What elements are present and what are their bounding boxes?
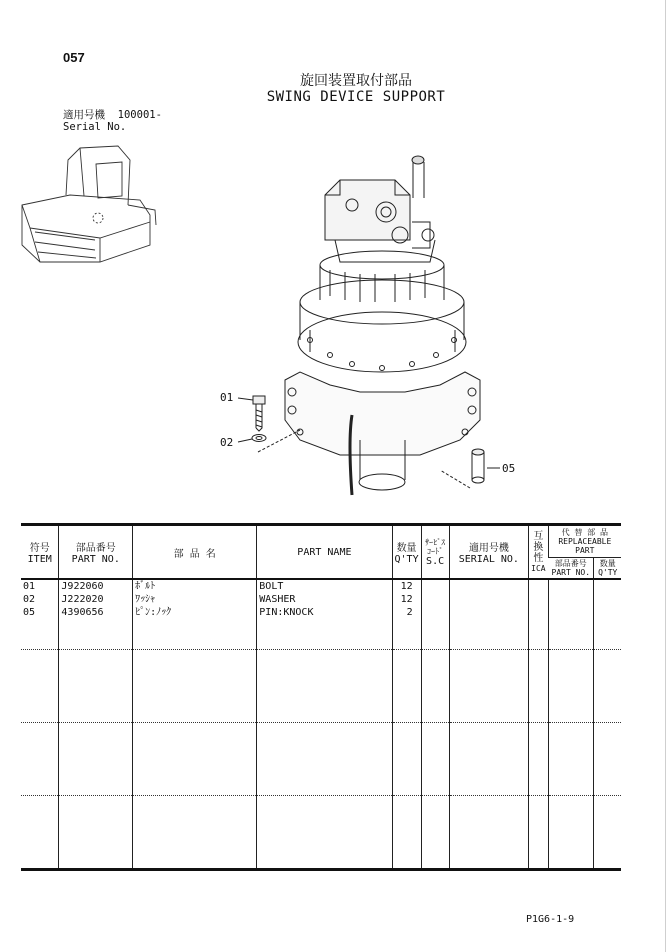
excavator-locator-icon — [22, 146, 156, 262]
row-name-en: WASHER — [257, 593, 392, 606]
header-qty-en: Q'TY — [394, 554, 419, 565]
serial-value: 100001- — [117, 109, 162, 121]
header-part-no — [59, 525, 133, 580]
table-blank-block — [21, 650, 621, 723]
row-item: 05 — [23, 607, 36, 618]
row-name-en: BOLT — [257, 579, 392, 593]
header-item — [21, 525, 59, 580]
header-part-name-jp: 部 品 名 — [133, 525, 257, 580]
header-replace-part — [548, 557, 594, 579]
header-part-name-en: PART NAME — [257, 525, 392, 580]
row-qty: 12 — [392, 579, 421, 593]
header-item-en: ITEM — [27, 554, 52, 565]
header-service — [421, 525, 449, 580]
header-replace — [548, 525, 621, 558]
table-blank-block — [21, 723, 621, 796]
header-replace-en: REPLACEABLE PART — [558, 536, 612, 555]
header-serial-en: SERIAL NO. — [458, 554, 519, 565]
header-qty-jp: 数量 — [396, 543, 417, 554]
footer-code: P1G6-1-9 — [526, 914, 575, 925]
row-item: 01 — [23, 581, 36, 592]
parts-drawing — [0, 140, 672, 510]
table-row — [21, 579, 621, 593]
header-replace-part-en: PART NO. — [551, 567, 591, 577]
header-replace-qty-jp: 数量 — [599, 558, 616, 568]
header-serial — [449, 525, 529, 580]
header-item-jp: 符号 — [29, 543, 50, 554]
header-replace-jp: 代 替 部 品 — [561, 527, 609, 537]
page-title-en: SWING DEVICE SUPPORT — [266, 89, 446, 105]
row-part-no: 4390656 — [59, 606, 133, 619]
swing-motor-illustration — [285, 156, 480, 495]
knock-pin-part-icon — [440, 449, 500, 488]
header-serial-jp: 適用号機 — [468, 543, 509, 554]
row-item: 02 — [23, 594, 36, 605]
callout-02: 02 — [220, 436, 234, 449]
header-replace-qty — [594, 557, 621, 579]
header-replace-part-jp: 部品番号 — [554, 558, 587, 568]
page-title-jp: 旋回装置取付部品 — [300, 73, 412, 89]
header-interchange — [529, 525, 548, 580]
table-row — [21, 593, 621, 606]
bolt-part-icon — [238, 396, 265, 431]
serial-label-jp: 適用号機 — [63, 109, 105, 121]
parts-table — [21, 523, 621, 871]
header-service-jp: ｻｰﾋﾞｽ ｺｰﾄﾞ — [425, 537, 446, 556]
row-name-jp: ﾋﾟﾝ:ﾉｯｸ — [133, 606, 257, 619]
callout-01: 01 — [220, 391, 234, 404]
table-blank-block — [21, 619, 621, 650]
header-interchange-en: ICA — [531, 564, 546, 573]
serial-row-jp — [63, 109, 162, 121]
washer-part-icon — [238, 430, 300, 452]
header-part-no-jp: 部品番号 — [75, 543, 116, 554]
row-part-no: J222020 — [59, 593, 133, 606]
header-replace-qty-en: Q'TY — [598, 567, 618, 577]
row-name-jp: ﾎﾞﾙﾄ — [133, 579, 257, 593]
table-header-row — [21, 525, 621, 558]
table-blank-block — [21, 796, 621, 870]
serial-label-en: Serial No. — [63, 121, 127, 133]
header-service-en: S.C — [426, 555, 445, 567]
table-row — [21, 606, 621, 619]
serial-info — [63, 109, 162, 133]
row-part-no: J922060 — [59, 579, 133, 593]
row-qty: 12 — [392, 593, 421, 606]
row-name-jp: ﾜｯｼｬ — [133, 593, 257, 606]
row-qty: 2 — [392, 606, 421, 619]
header-interchange-jp: 互換性 — [533, 531, 544, 564]
header-part-no-en: PART NO. — [71, 554, 120, 565]
callout-05: 05 — [502, 462, 516, 475]
header-qty — [392, 525, 421, 580]
page-number: 057 — [63, 50, 85, 65]
row-name-en: PIN:KNOCK — [257, 606, 392, 619]
